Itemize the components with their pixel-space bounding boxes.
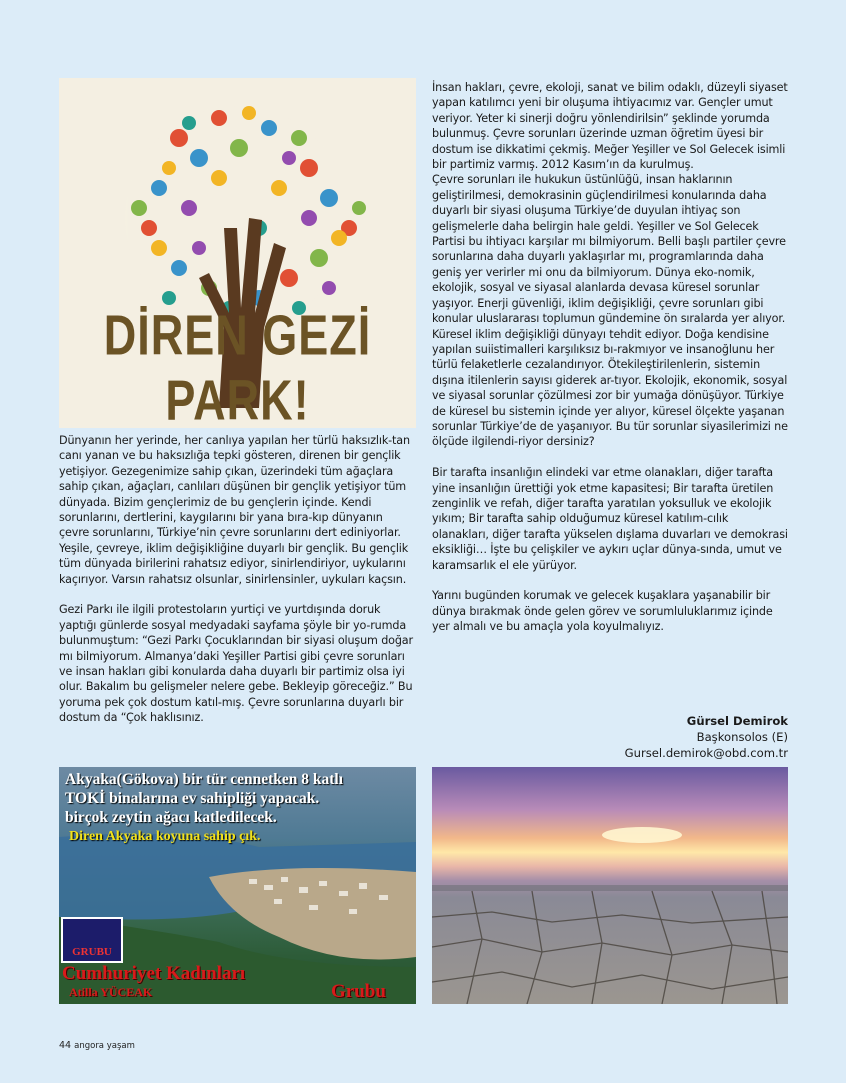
- author-email[interactable]: Gursel.demirok@obd.com.tr: [624, 746, 788, 760]
- akyaka-line-2: TOKİ binalarına ev sahipliği yapacak.: [65, 790, 320, 807]
- right-column-text: [432, 80, 788, 635]
- cumhuriyet-kadinlari-text: Cumhuriyet Kadınları: [62, 963, 246, 984]
- akyaka-line-3: birçok zeytin ağacı katledilecek.: [65, 809, 277, 826]
- author-title: Başkonsolos (E): [696, 730, 788, 744]
- cracked-ground-illustration: [432, 767, 788, 1004]
- right-paragraph-2: Çevre sorunları ile hukukun üstünlüğü, insan haklarının geliştirilmesi, demokrasinin güçlendirilmesi konularında daha duyarlı bir siyasi oluşuma Türkiye’de duyulan ihtiyaç son gelişmelerle daha belirgin hale geldi. Yeşiller ve Sol Gelecek Partisi bu ihtiyacı karşılar mı bilmiyorum. Belli başlı partiler çevre sorunlarına daha duyarlı yaklaşırlar mı, programlarında daha geniş yer verirler mi onu da bilmiyorum. Dünya eko-nomik, ekolojik, sosyal ve siyasal alanlarda devasa küresel sorunlar yaşıyor. Enerji güvenliği, iklim değişikliği, çevre sorunları gibi konular uluslararası toplumun gündemine ön sıralarda yer alıyor. Küresel iklim değişikliği dünyayı tehdit ediyor. Doğa kendisine yapılan suiistimalleri karşılıksız bı-rakmıyor ve insanoğlunu her türlü felaketlerle cezalandırıyor. Ötekileştirilenlerin, sistemin dışına itilenlerin sayısı giderek ar-tıyor. Ekolojik, ekonomik, sosyal ve siyasal sorunlar çözülmesi zor bir yumağa dönüşüyor. Türkiye de küresel bu sistemin içinde yer alıyor, küresel ölçekte yaşanan sorunlar Türkiye’de de yaşanıyor. Bu tür sorunlar siyasilerimizi ne ölçüde ilgilendi-riyor dersiniz?: [432, 173, 788, 449]
- right-paragraph-3: Bir tarafta insanlığın elindeki var etme olanakları, diğer tarafta yine insanlığın ürettiği yok etme kapasitesi; Bir tarafta üretilen zenginlik ve refah, diğer tarafta yaratılan yoksulluk ve ekolojik yıkım; Bir tarafta sahip olduğumuz küresel katılım-cılık olanakları, diğer tarafta yükselen dışlama duvarları ve demokrasi eksikliği… İşte bu çelişkiler ve aykırı uçlar dünya-sında, umut ve karamsarlık el ele yürüyor.: [432, 466, 788, 572]
- akyaka-aerial-photo: [59, 767, 416, 1004]
- page-number: 44: [59, 1040, 72, 1051]
- left-column-text: [59, 433, 416, 726]
- left-paragraph-1: Dünyanın her yerinde, her canlıya yapılan her türlü haksızlık-tan canı yanan ve bu haksızlığa tepki gösteren, direnen bir gençlik yetişiyor. Gezegenimize sahip çıkan, üzerindeki tüm ağaçlara sahip çıkan, ağaçları, canlıları düşünen bir gençlik yetişiyor tüm dünyada. Bizim gençlerimiz de bu gençlerin içinde. Kendi sorunlarını, dertlerini, kaygılarını bir yana bıra-kıp dünyanın çevre sorunlarını, Türkiye’nin çevre sorunlarını dert ediniyorlar. Yeşile, çevreye, iklim değişikliğine duyarlı bir gençlik. Bu gençlik tüm dünyada birilerini rahatsız ediyor, sinirlendiriyor, uykularını kaçırıyor. Varsın rahatsız olsunlar, sinirlensinler, uykuları kaçsın.: [59, 434, 410, 586]
- page-footer: [59, 1040, 135, 1051]
- akyaka-line-4: Diren Akyaka koyuna sahip çık.: [69, 829, 261, 844]
- logo-text: GRUBU: [72, 946, 112, 958]
- right-paragraph-4: Yarını bugünden korumak ve gelecek kuşaklara yaşanabilir bir dünya bırakmak önde gelen görev ve sorumluluklarımız içinde yer almalı ve bu amaçla yola koyulmalıyız.: [432, 589, 773, 634]
- cracked-earth-sunset-photo: [432, 767, 788, 1004]
- cumhuriyet-kadinlari-logo: [61, 917, 123, 963]
- right-paragraph-1: İnsan hakları, çevre, ekoloji, sanat ve bilim odaklı, düzeyli siyaset yapan katılımcı yeni bir oluşuma ihtiyacımız var. Gençler umut veriyor. Yeter ki sinerji doğru yönlendirilsin” şeklinde yorumda bulunmuş. Çevre sorunları üzerinde uzman öğretim üyesi bir dostum ise dikkatimi çekmiş. Meğer Yeşiller ve Sol Gelecek isimli bir partimiz varmış. 2012 Kasım’ın da kurulmuş.: [432, 81, 788, 172]
- atilla-yuceak-text: Atilla YÜCEAK: [69, 985, 153, 999]
- grubu-text: Grubu: [331, 981, 386, 1002]
- akyaka-line-1: Akyaka(Gökova) bir tür cennetken 8 katlı: [65, 771, 344, 788]
- magazine-name: angora yaşam: [74, 1041, 135, 1051]
- diren-gezi-park-figure: [59, 78, 416, 428]
- diren-gezi-park-title: DİREN GEZİ PARK!: [103, 303, 372, 428]
- author-signature: [560, 713, 788, 761]
- author-name: Gürsel Demirok: [686, 714, 788, 728]
- left-paragraph-2: Gezi Parkı ile ilgili protestoların yurtiçi ve yurtdışında doruk yaptığı günlerde sosyal medyadaki sayfama şöyle bir yo-rumda bulunmuştum: “Gezi Parkı Çocuklarından bir siyasi oluşum doğar mı bilmiyorum. Almanya’daki Yeşiller Partisi gibi çevre sorunları ve insan hakları gibi konularda daha duyarlı bir partimiz olsa iyi olur. Bakalım bu gelişmeler nelere gebe. Bekleyip göreceğiz.” Bu yoruma pek çok dostum katıl-mış. Çevre sorunlarına duyarlı bir dostum da “Çok haklısınız.: [59, 603, 413, 725]
